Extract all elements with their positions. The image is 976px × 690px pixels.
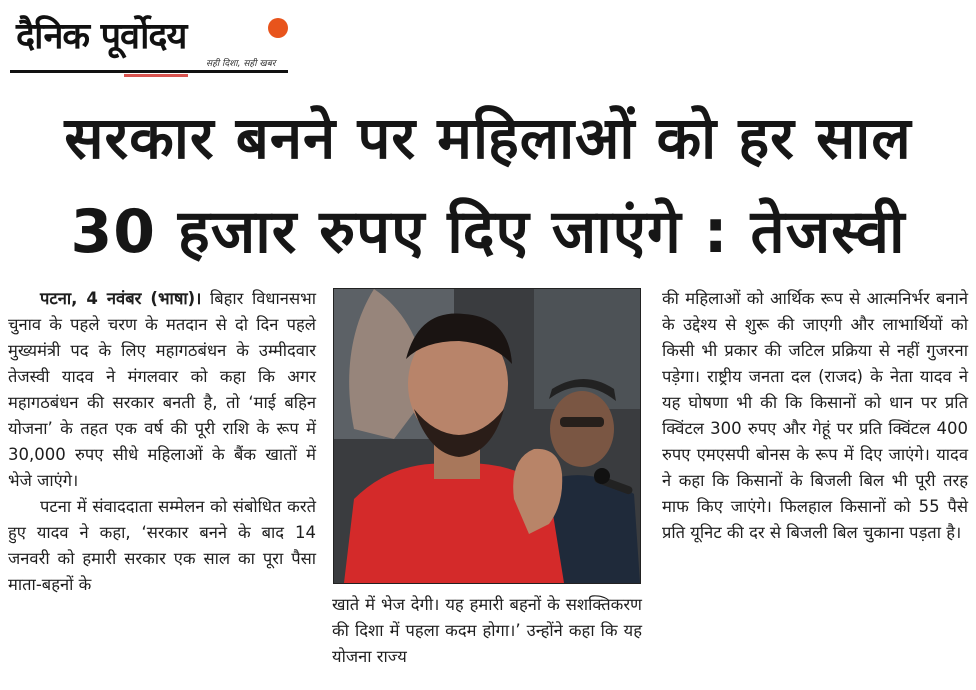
article-paragraph-2: पटना में संवाददाता सम्मेलन को संबोधित करते हुए यादव ने कहा, ‘सरकार बनने के बाद 14 जनवरी को हमारी सरकार एक साल का पूरा पैसा माता-बहनों के bbox=[8, 497, 316, 594]
newspaper-name: दैनिक पूर्वोदय bbox=[16, 16, 187, 57]
masthead bbox=[10, 8, 290, 74]
masthead-logo-dot bbox=[268, 18, 288, 38]
article-paragraph-1 bbox=[8, 286, 316, 494]
article-column-3: की महिलाओं को आर्थिक रूप से आत्मनिर्भर बनाने के उद्देश्य से शुरू की जाएगी और लाभार्थियों को किसी भी प्रकार की जटिल प्रक्रिया से नहीं गुजरना पड़ेगा। राष्ट्रीय जनता दल (राजद) के नेता यादव ने यह घोषणा भी की कि किसानों को धान पर प्रति क्विंटल 300 रुपए और गेहूं पर प्रति क्विंटल 400 रुपए एमएसपी बोनस के रूप में दिए जाएंगे। यादव ने कहा कि किसानों के बिजली बिल भी पूरी तरह माफ किए जाएंगे। फिलहाल किसानों को 55 पैसे प्रति यूनिट की दर से बिजली बिल चुकाना पड़ता है। bbox=[662, 289, 968, 542]
headline-line-1: सरकार बनने पर महिलाओं को हर साल bbox=[64, 104, 912, 172]
article-column-2: खाते में भेज देगी। यह हमारी बहनों के सशक्तिकरण की दिशा में पहला कदम होगा।’ उन्होंने कहा कि यह योजना राज्य bbox=[332, 595, 642, 666]
headline-line-2: 30 हजार रुपए दिए जाएंगे : तेजस्वी bbox=[70, 197, 906, 267]
article-column-1 bbox=[8, 286, 316, 598]
paragraph-1-body: बिहार विधानसभा चुनाव के पहले चरण के मतदान से दो दिन पहले मुख्यमंत्री पद के लिए महागठबंधन के उम्मीदवार तेजस्वी यादव ने मंगलवार को कहा कि अगर महागठबंधन की सरकार बनती है, तो ‘माई बहिन योजना’ के तहत एक वर्ष की पूरी राशि के रूप में 30,000 रुपए सीधे महिलाओं के बैंक खातों में भेजे जाएंगे। bbox=[8, 289, 316, 490]
masthead-accent-bar bbox=[124, 74, 188, 77]
photo-illustration bbox=[334, 289, 640, 583]
newspaper-tagline: सही दिशा, सही खबर bbox=[206, 59, 276, 69]
press-conference-photo bbox=[333, 288, 641, 584]
dateline: पटना, 4 नवंबर (भाषा)। bbox=[40, 289, 202, 308]
masthead-rule bbox=[10, 70, 288, 73]
